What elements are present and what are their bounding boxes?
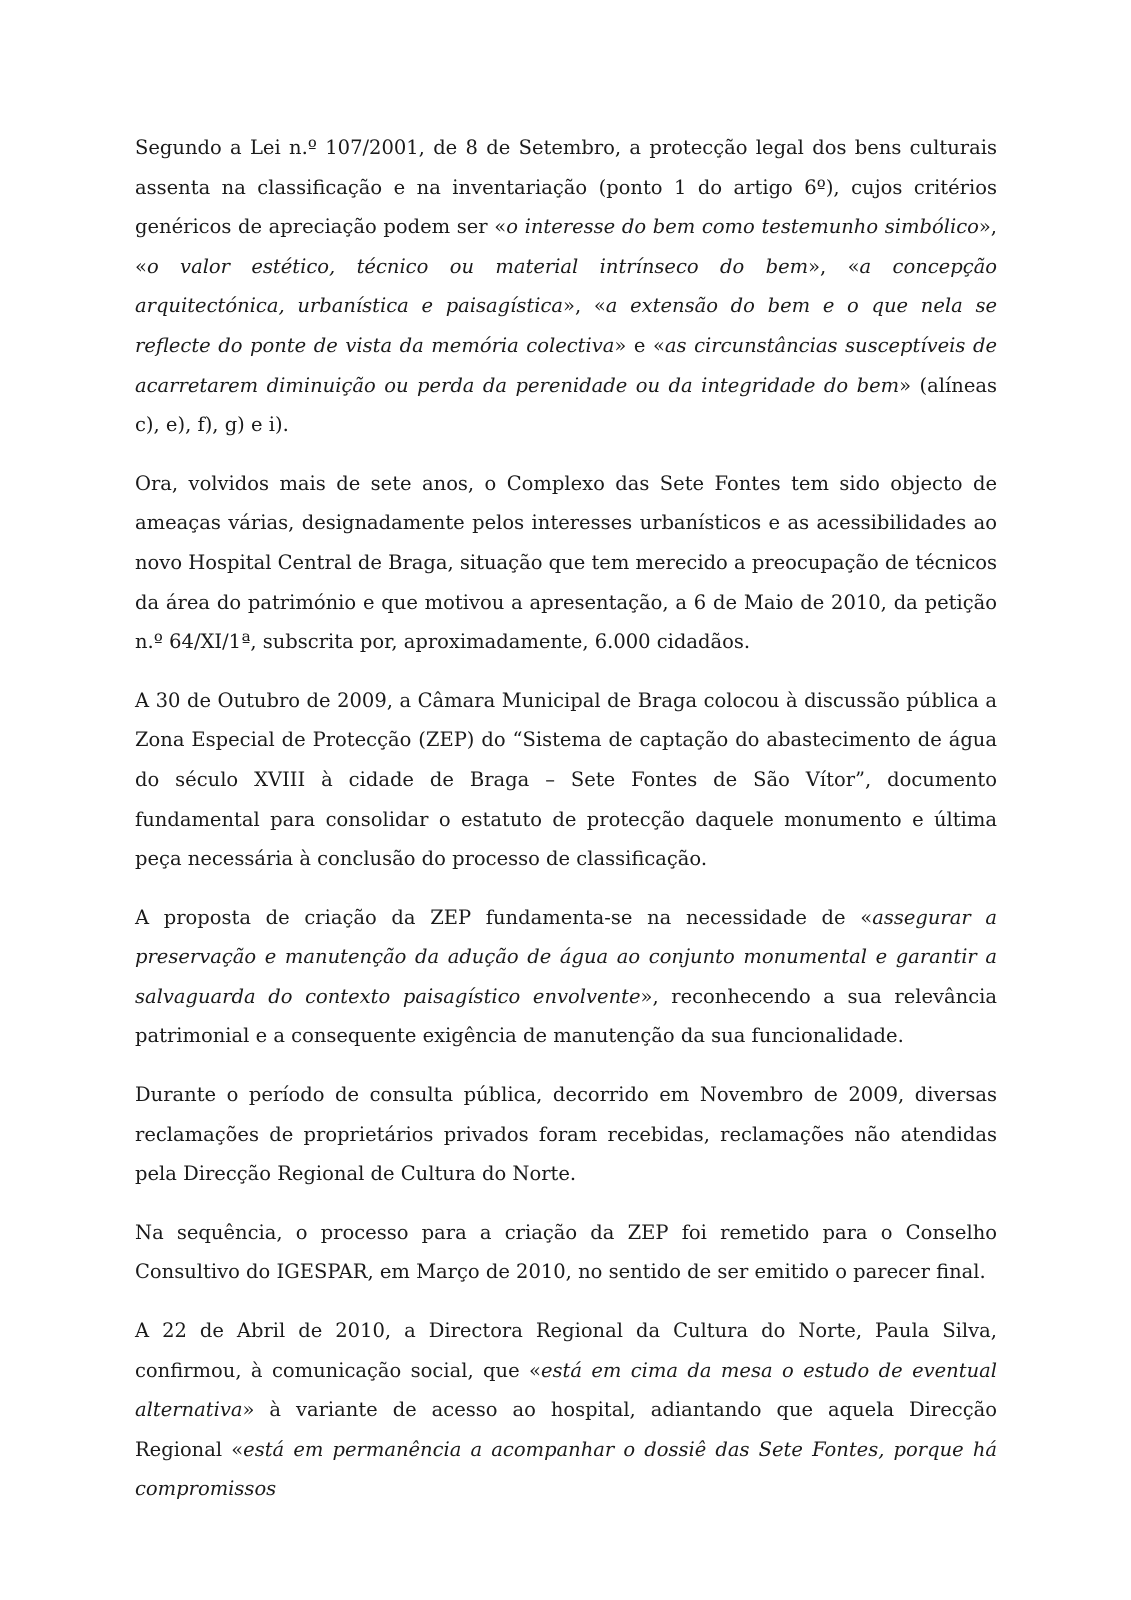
italic-quote: está em permanência a acompanhar o dossiê das Sete Fontes, porque há compromissos: [135, 1437, 997, 1501]
text-segment: Durante o período de consulta pública, decorrido em Novembro de 2009, diversas reclamações de proprietários privados foram recebidas, reclamações não atendidas pela Direcção Regional de Cultura do Norte.: [135, 1083, 997, 1186]
text-segment: A 30 de Outubro de 2009, a Câmara Municipal de Braga colocou à discussão pública a Zona Especial de Protecção (ZEP) do “Sistema de captação do abastecimento de água do século XVIII à cidade de Braga – Sete Fontes de São Vítor”, documento fundamental para consolidar o estatuto de protecção daquele monumento e última peça necessária à conclusão do processo de classificação.: [135, 688, 997, 871]
text-segment: », «: [135, 215, 997, 278]
text-segment: » à variante de acesso ao hospital, adiantando que aquela Direcção Regional «: [135, 1398, 997, 1461]
text-segment: Segundo a Lei n.º 107/2001, de 8 de Setembro, a protecção legal dos bens culturais assenta na classificação e na inventariação (ponto 1 do artigo 6º), cujos critérios genéricos de apreciação podem ser «: [135, 136, 997, 239]
italic-quote: assegurar a preservação e manutenção da adução de água ao conjunto monumental e garantir a salvaguarda do contexto paisagístico envolvente: [135, 905, 997, 1008]
text-segment: Na sequência, o processo para a criação da ZEP foi remetido para o Conselho Consultivo do IGESPAR, em Março de 2010, no sentido de ser emitido o parecer final.: [135, 1220, 997, 1284]
italic-quote: o interesse do bem como testemunho simbólico: [506, 215, 979, 239]
text-segment: » (alíneas c), e), f), g) e i).: [135, 373, 997, 437]
text-segment: », «: [808, 254, 860, 278]
text-segment: A proposta de criação da ZEP fundamenta-se na necessidade de «: [135, 905, 873, 929]
document-body: [135, 128, 997, 1509]
italic-quote: o valor estético, técnico ou material intrínseco do bem: [146, 254, 809, 278]
italic-quote: está em cima da mesa o estudo de eventual alternativa: [135, 1358, 997, 1422]
paragraph-legal-protection: [135, 128, 997, 445]
text-segment: », reconhecendo a sua relevância patrimonial e a consequente exigência de manutenção da sua funcionalidade.: [135, 984, 997, 1048]
text-segment: », «: [563, 294, 606, 318]
paragraph-zep-proposal: [135, 898, 997, 1056]
paragraph-public-discussion-zep: [135, 681, 997, 879]
text-segment: Ora, volvidos mais de sete anos, o Complexo das Sete Fontes tem sido objecto de ameaças várias, designadamente pelos interesses urbanísticos e as acessibilidades ao novo Hospital Central de Braga, situação que tem merecido a preocupação de técnicos da área do património e que motivou a apresentação, a 6 de Maio de 2010, da petição n.º 64/XI/1ª, subscrita por, aproximadamente, 6.000 cidadãos.: [135, 471, 997, 654]
italic-quote: as circunstâncias susceptíveis de acarretarem diminuição ou perda da perenidade ou da integridade do bem: [135, 333, 997, 397]
italic-quote: a extensão do bem e o que nela se reflecte do ponte de vista da memória colectiva: [135, 294, 997, 357]
paragraph-igespar-referral: [135, 1213, 997, 1292]
paragraph-public-consultation: [135, 1075, 997, 1194]
paragraph-threats-petition: [135, 464, 997, 662]
italic-quote: a concepção arquitectónica, urbanística e paisagística: [135, 254, 997, 318]
paragraph-regional-director-statement: [135, 1311, 997, 1509]
text-segment: A 22 de Abril de 2010, a Directora Regional da Cultura do Norte, Paula Silva, confirmou, à comunicação social, que «: [135, 1319, 997, 1382]
text-segment: » e «: [614, 333, 665, 357]
